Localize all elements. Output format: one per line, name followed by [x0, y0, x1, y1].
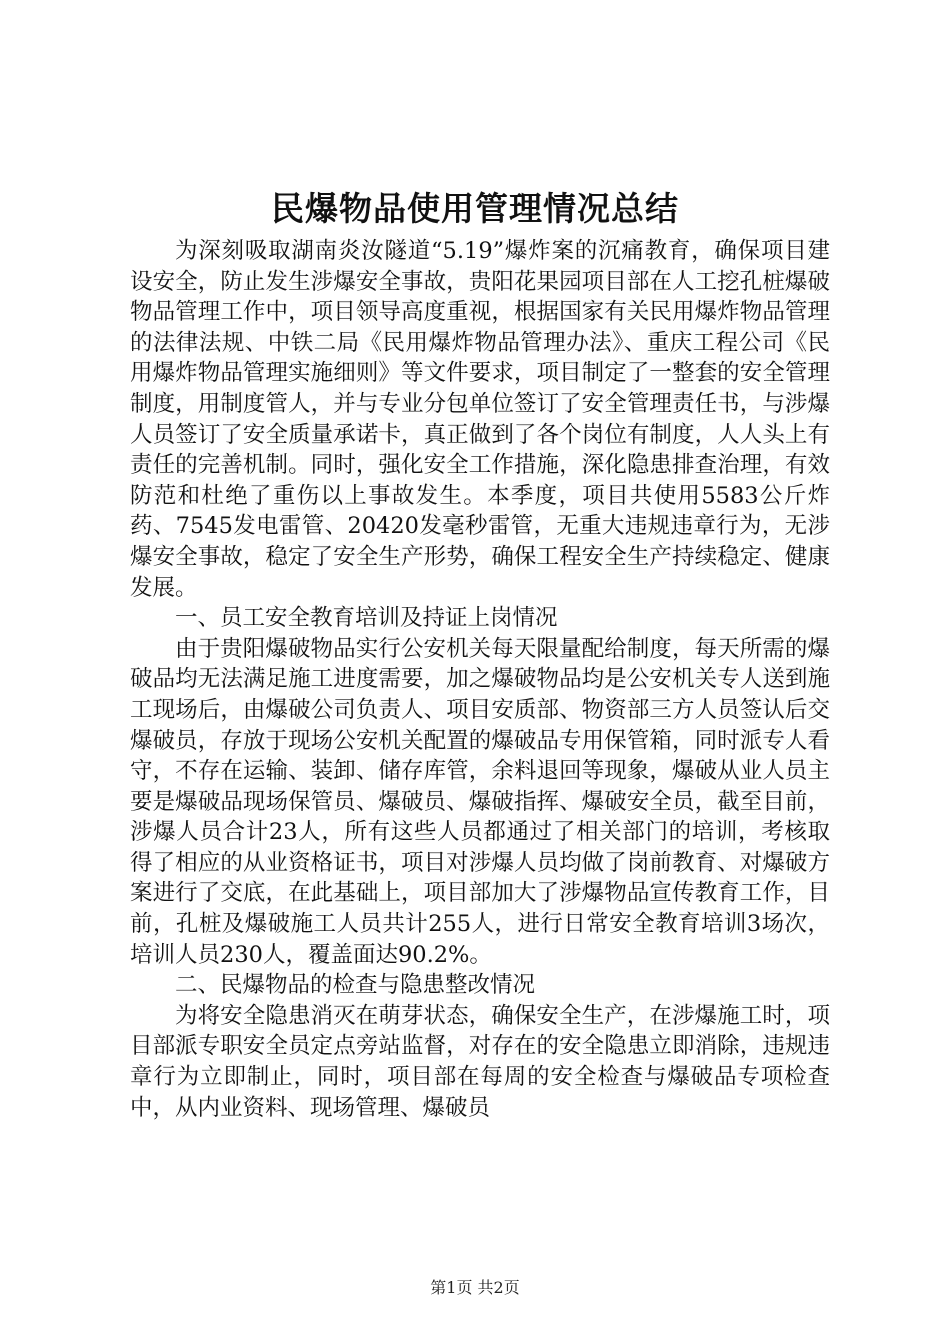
paragraph-training: 由于贵阳爆破物品实行公安机关每天限量配给制度，每天所需的爆破品均无法满足施工进度需要，加之爆破物品均是公安机关专人送到施工现场后，由爆破公司负责人、项目安质部、物资部三方人员签认后交爆破员，存放于现场公安机关配置的爆破品专用保管箱，同时派专人看守，不存在运输、装卸、储存库管，余料退回等现象，爆破从业人员主要是爆破品现场保管员、爆破员、爆破指挥、爆破安全员，截至目前，涉爆人员合计23人，所有这些人员都通过了相关部门的培训，考核取得了相应的从业资格证书，项目对涉爆人员均做了岗前教育、对爆破方案进行了交底，在此基础上，项目部加大了涉爆物品宣传教育工作，目前，孔桩及爆破施工人员共计255人，进行日常安全教育培训3场次，培训人员230人，覆盖面达90.2%。: [130, 635, 830, 968]
paragraph-intro: 为深刻吸取湖南炎汝隧道“5.19”爆炸案的沉痛教育，确保项目建设安全，防止发生涉爆安全事故，贵阳花果园项目部在人工挖孔桩爆破物品管理工作中，项目领导高度重视，根据国家有关民用爆炸物品管理的法律法规、中铁二局《民用爆炸物品管理办法》、重庆工程公司《民用爆炸物品管理实施细则》等文件要求，项目制定了一整套的安全管理制度，用制度管人，并与专业分包单位签订了安全管理责任书，与涉爆人员签订了安全质量承诺卡，真正做到了各个岗位有制度，人人头上有责任的完善机制。同时，强化安全工作措施，深化隐患排查治理，有效防范和杜绝了重伤以上事故发生。本季度，项目共使用5583公斤炸药、7545发电雷管、20420发毫秒雷管，无重大违规违章行为，无涉爆安全事故，稳定了安全生产形势，确保工程安全生产持续稳定、健康发展。: [130, 238, 830, 601]
document-body: [130, 236, 830, 1123]
paragraph-inspection: 为将安全隐患消灭在萌芽状态，确保安全生产，在涉爆施工时，项目部派专职安全员定点旁站监督，对存在的安全隐患立即消除，违规违章行为立即制止，同时，项目部在每周的安全检查与爆破品专项检查中，从内业资料、现场管理、爆破员: [130, 1002, 830, 1121]
section-heading-2: 二、民爆物品的检查与隐患整改情况: [175, 972, 536, 999]
document-title: 民爆物品使用管理情况总结: [271, 189, 679, 228]
page-footer: 第1页 共2页: [430, 1278, 520, 1297]
section-heading-1: 一、员工安全教育培训及持证上岗情况: [175, 605, 558, 632]
